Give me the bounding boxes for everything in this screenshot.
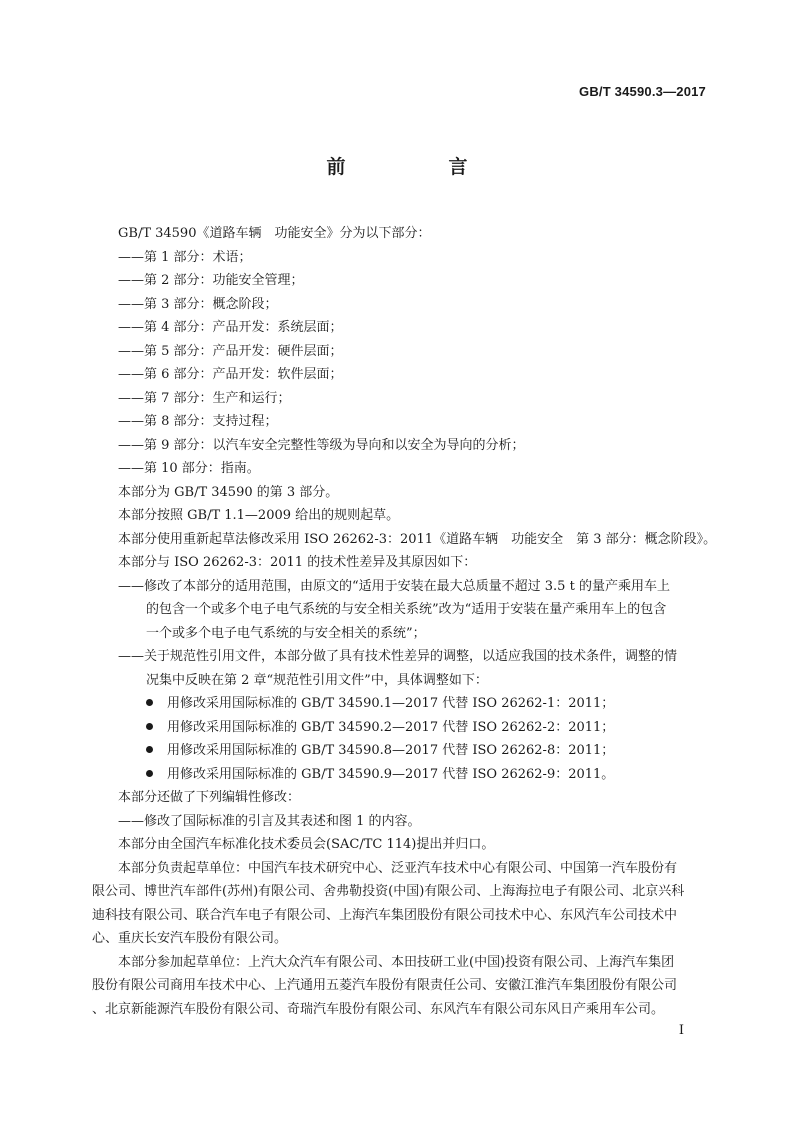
part-list-item: ——第 10 部分：指南。 [118,461,260,476]
bullet-text: 用修改采用国际标准的 GB/T 34590.9—2017 代替 ISO 26262-9：2011。 [167,766,615,782]
proposal-statement: 本部分由全国汽车标准化技术委员会(SAC/TC 114)提出并归口。 [118,837,495,852]
part-statement: 本部分为 GB/T 34590 的第 3 部分。 [118,484,339,500]
bullet-icon [146,699,153,706]
part-list-item: ——第 5 部分：产品开发：硬件层面； [118,343,343,359]
editorial-item: ——修改了国际标准的引言及其表述和图 1 的内容。 [118,813,421,829]
difference-item-line: 的包含一个或多个电子电气系统的与安全相关系统”改为“适用于安装在量产乘用车上的包含 [146,602,667,617]
bullet-item [118,716,706,740]
drafting-rules-statement: 本部分按照 GB/T 1.1—2009 给出的规则起草。 [118,508,400,523]
drafters-line: 本部分负责起草单位：中国汽车技术研究中心、泛亚汽车技术中心有限公司、中国第一汽车股份有 [118,860,678,876]
drafters-line: 迪科技有限公司、联合汽车电子有限公司、上海汽车集团股份有限公司技术中心、东风汽车公司技术中 [92,907,678,923]
participants-line: 股份有限公司商用车技术中心、上汽通用五菱汽车股份有限责任公司、安徽江淮汽车集团股份有限公司 [92,978,678,993]
drafters-line: 限公司、博世汽车部件(苏州)有限公司、舍弗勒投资(中国)有限公司、上海海拉电子有限公司、北京兴科 [92,884,685,899]
part-list-item: ——第 1 部分：术语； [118,249,252,265]
editorial-intro: 本部分还做了下列编辑性修改： [118,790,301,805]
part-list-item: ——第 6 部分：产品开发：软件层面； [118,367,343,382]
bullet-icon [146,770,153,777]
page-title: 前 言 [326,156,510,178]
bullet-text: 用修改采用国际标准的 GB/T 34590.2—2017 代替 ISO 26262-2：2011； [167,719,615,735]
part-list-item: ——第 8 部分：支持过程； [118,414,278,429]
part-list-item: ——第 2 部分：功能安全管理； [118,273,304,288]
difference-item-line: ——修改了本部分的适用范围，由原文的“适用于安装在最大总质量不超过 3.5 t 的量产乘用车上 [118,578,670,594]
participants-line: 、北京新能源汽车股份有限公司、奇瑞汽车股份有限公司、东风汽车有限公司东风日产乘用车公司。 [92,1001,665,1017]
bullet-item [118,763,706,787]
bullet-icon [146,746,153,753]
part-list-item: ——第 7 部分：生产和运行； [118,390,291,406]
part-list-item: ——第 4 部分：产品开发：系统层面； [118,320,343,335]
part-list-item: ——第 9 部分：以汽车安全完整性等级为导向和以安全为导向的分析； [118,437,525,453]
iso-adoption-statement: 本部分使用重新起草法修改采用 ISO 26262-3：2011《道路车辆 功能安全 第 3 部分：概念阶段》。 [118,531,717,547]
bullet-text: 用修改采用国际标准的 GB/T 34590.1—2017 代替 ISO 26262-1：2011； [167,696,615,711]
technical-differences-intro: 本部分与 ISO 26262-3：2011 的技术性差异及其原因如下： [118,555,477,570]
bullet-text: 用修改采用国际标准的 GB/T 34590.8—2017 代替 ISO 26262-8：2011； [167,743,615,758]
standard-code: GB/T 34590.3—2017 [579,84,706,99]
document-body [92,222,717,1021]
difference-item-line: 一个或多个电子电气系统的与安全相关的系统”； [146,625,426,641]
drafters-line: 心、重庆长安汽车股份有限公司。 [92,931,288,946]
page-number: I [678,1023,684,1038]
difference-item-line: 况集中反映在第 2 章“规范性引用文件”中，具体调整如下： [146,672,488,688]
part-list-item: ——第 3 部分：概念阶段； [118,296,278,312]
participants-line: 本部分参加起草单位：上汽大众汽车有限公司、本田技研工业(中国)投资有限公司、上海汽车集团 [118,954,675,970]
bullet-item [118,739,706,763]
bullet-item [118,692,706,716]
bullet-icon [146,723,153,730]
difference-item-line: ——关于规范性引用文件，本部分做了具有技术性差异的调整，以适应我国的技术条件，调整的情 [118,649,678,664]
intro-paragraph: GB/T 34590《道路车辆 功能安全》分为以下部分： [118,226,431,241]
